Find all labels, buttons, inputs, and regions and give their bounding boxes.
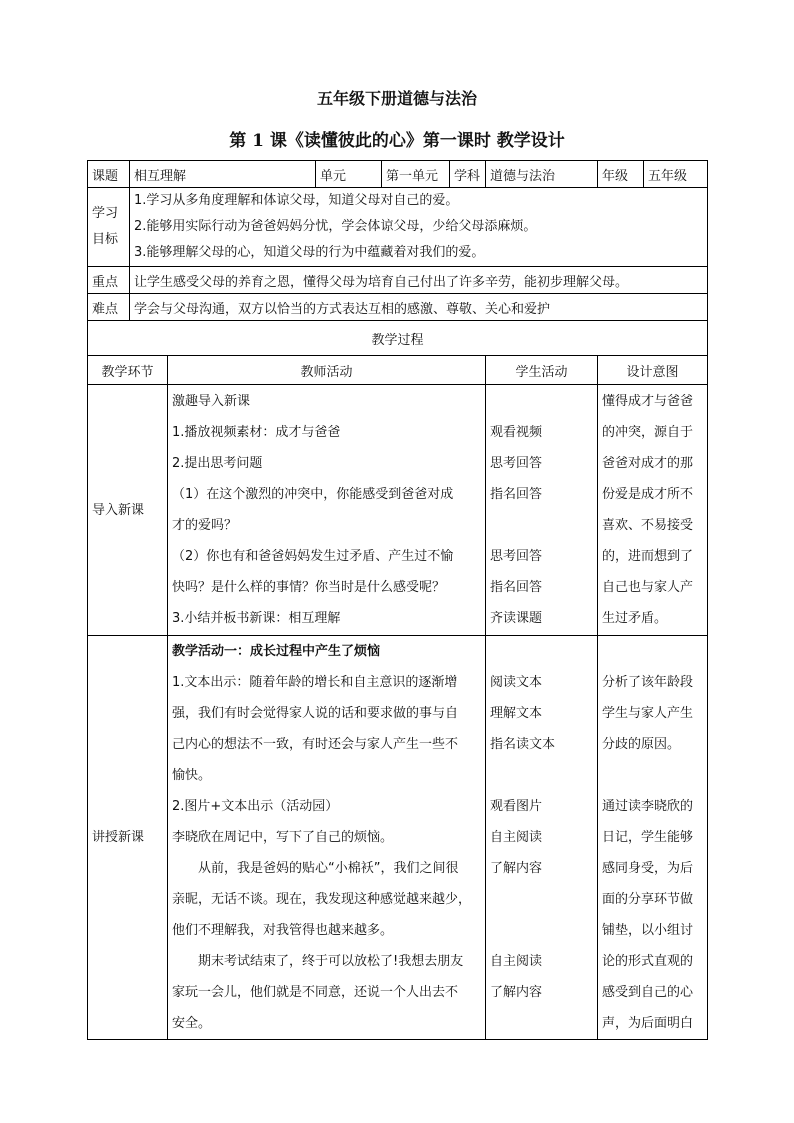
design-line: 的冲突，源自于 [602,425,694,440]
difficulty-value: 学会与父母沟通，双方以恰当的方式表达互相的感激、尊敬、关心和爱护 [130,294,708,321]
design-line: 的，进而想到了 [602,549,694,564]
teacher-line: （2）你也有和爸爸妈妈发生过矛盾、产生过不愉 [172,549,454,564]
design-line: 懂得成才与爸爸 [602,394,694,409]
document-title: 五年级下册道德与法治 [316,89,477,108]
teacher-activity-cell [168,385,486,636]
process-title: 教学过程 [88,321,708,356]
student-line: 理解文本 [490,706,543,721]
subject-label: 学科 [450,161,486,188]
unit-value: 第一单元 [382,161,450,188]
student-line [490,884,593,915]
topic-label: 课题 [88,161,130,188]
goals-row [88,188,708,267]
student-line: 思考回答 [490,456,543,471]
teacher-line: 亲昵，无话不谈。现在，我发现这种感觉越来越少， [172,892,472,907]
student-activity-cell [486,385,598,636]
goals-label [88,188,130,267]
student-line: 自主阅读 [490,830,543,845]
student-line: 了解内容 [490,985,543,1000]
document-subtitle: 第 1 课《读懂彼此的心》第一课时 教学设计 [229,131,565,151]
difficulty-label: 难点 [88,294,130,321]
design-line: 自己也与家人产 [602,580,694,595]
teacher-line: 才的爱吗？ [172,518,238,533]
student-line: 观看图片 [490,799,543,814]
design-line: 感同身受，为后 [602,861,694,876]
design-line: 学生与家人产生 [602,706,694,721]
goal-item: 1.学习从多角度理解和体谅父母，知道父母对自己的爱。 [134,193,459,208]
student-line [490,915,593,946]
key-points-label: 重点 [88,267,130,294]
student-line: 阅读文本 [490,675,543,690]
unit-label: 单元 [316,161,382,188]
stage-label: 导入新课 [92,502,145,518]
goal-item: 2.能够用实际行动为爸爸妈妈分忧，学会体谅父母，少给父母添麻烦。 [134,219,537,234]
teacher-line: 愉快。 [172,768,212,783]
stage-cell [88,636,168,1040]
process-row-intro [88,385,708,636]
design-line: 分歧的原因。 [602,737,681,752]
student-line: 思考回答 [490,549,543,564]
student-line: 指名读文本 [490,737,556,752]
goals-label-line-2: 目标 [92,232,119,247]
teacher-line: 己内心的想法不一致，有时还会与家人产生一些不 [172,737,459,752]
design-intent-cell [598,385,708,636]
process-header-row [88,356,708,385]
column-header-teacher: 教师活动 [168,356,486,385]
design-line: 论的形式直观的 [602,954,694,969]
student-line: 指名回答 [490,580,543,595]
lesson-plan-table [87,160,708,1040]
key-points-row [88,267,708,294]
design-line: 喜欢、不易接受 [602,518,694,533]
teacher-line: 1.播放视频素材：成才与爸爸 [172,425,341,440]
teacher-line: 3.小结并板书新课：相互理解 [172,611,341,626]
info-row [88,161,708,188]
student-line [490,760,593,791]
design-line: 分析了该年龄段 [602,675,694,690]
design-intent-cell [598,636,708,1040]
student-line: 观看视频 [490,425,543,440]
design-line: 生过矛盾。 [602,611,668,626]
student-activity-cell [486,636,598,1040]
design-line: 份爱是成才所不 [602,487,694,502]
teacher-line: 激趣导入新课 [172,394,251,409]
goals-label-line-1: 学习 [92,206,119,221]
goals-content [130,188,708,267]
teacher-line: 2.提出思考问题 [172,456,263,471]
teacher-line: 快吗？是什么样的事情？你当时是什么感受呢？ [172,580,446,595]
design-line: 通过读李晓欣的 [602,799,694,814]
stage-cell [88,385,168,636]
teacher-activity-cell [168,636,486,1040]
design-line [602,636,703,667]
grade-label: 年级 [598,161,644,188]
teacher-line: 1.文本出示：随着年龄的增长和自主意识的逐渐增 [172,675,458,690]
student-line: 齐读课题 [490,611,543,626]
teacher-line: 2.图片+文本出示（活动园） [172,799,339,814]
design-line: 面的分享环节做 [602,892,694,907]
design-line: 日记，学生能够 [602,830,694,845]
design-line: 感受到自己的心 [602,985,694,1000]
key-points-value: 让学生感受父母的养育之恩，懂得父母为培育自己付出了许多辛劳，能初步理解父母。 [130,267,708,294]
teacher-line: 强，我们有时会觉得家人说的话和要求做的事与自 [172,706,459,721]
teacher-line: 他们不理解我，对我管得也越来越多。 [172,923,394,938]
student-line [490,386,593,417]
design-line: 爸爸对成才的那 [602,456,694,471]
teacher-line: 李晓欣在周记中，写下了自己的烦恼。 [172,830,394,845]
process-title-row [88,321,708,356]
difficulty-row [88,294,708,321]
student-line [490,510,593,541]
activity-heading: 教学活动一：成长过程中产生了烦恼 [172,644,381,659]
topic-value: 相互理解 [130,161,316,188]
teacher-line: 安全。 [172,1016,212,1031]
teacher-line: 期末考试结束了，终于可以放松了!我想去朋友 [198,954,464,969]
student-line: 了解内容 [490,861,543,876]
student-line: 指名回答 [490,487,543,502]
column-header-stage: 教学环节 [88,356,168,385]
design-line: 铺垫，以小组讨 [602,923,694,938]
teacher-line: 从前，我是爸妈的贴心“小棉袄”，我们之间很 [198,861,459,876]
stage-label: 讲授新课 [92,830,145,845]
student-line: 自主阅读 [490,954,543,969]
process-row-new-lesson [88,636,708,1040]
teacher-line: （1）在这个激烈的冲突中，你能感受到爸爸对成 [172,487,454,502]
student-line [490,636,593,667]
grade-value: 五年级 [644,161,708,188]
student-line [490,1008,593,1039]
goal-item: 3.能够理解父母的心，知道父母的行为中蕴藏着对我们的爱。 [134,245,485,260]
design-line: 声，为后面明白 [602,1016,694,1031]
subject-value: 道德与法治 [486,161,598,188]
teacher-line: 家玩一会儿，他们就是不同意，还说一个人出去不 [172,985,459,1000]
column-header-design: 设计意图 [598,356,708,385]
design-line [602,760,703,791]
column-header-student: 学生活动 [486,356,598,385]
